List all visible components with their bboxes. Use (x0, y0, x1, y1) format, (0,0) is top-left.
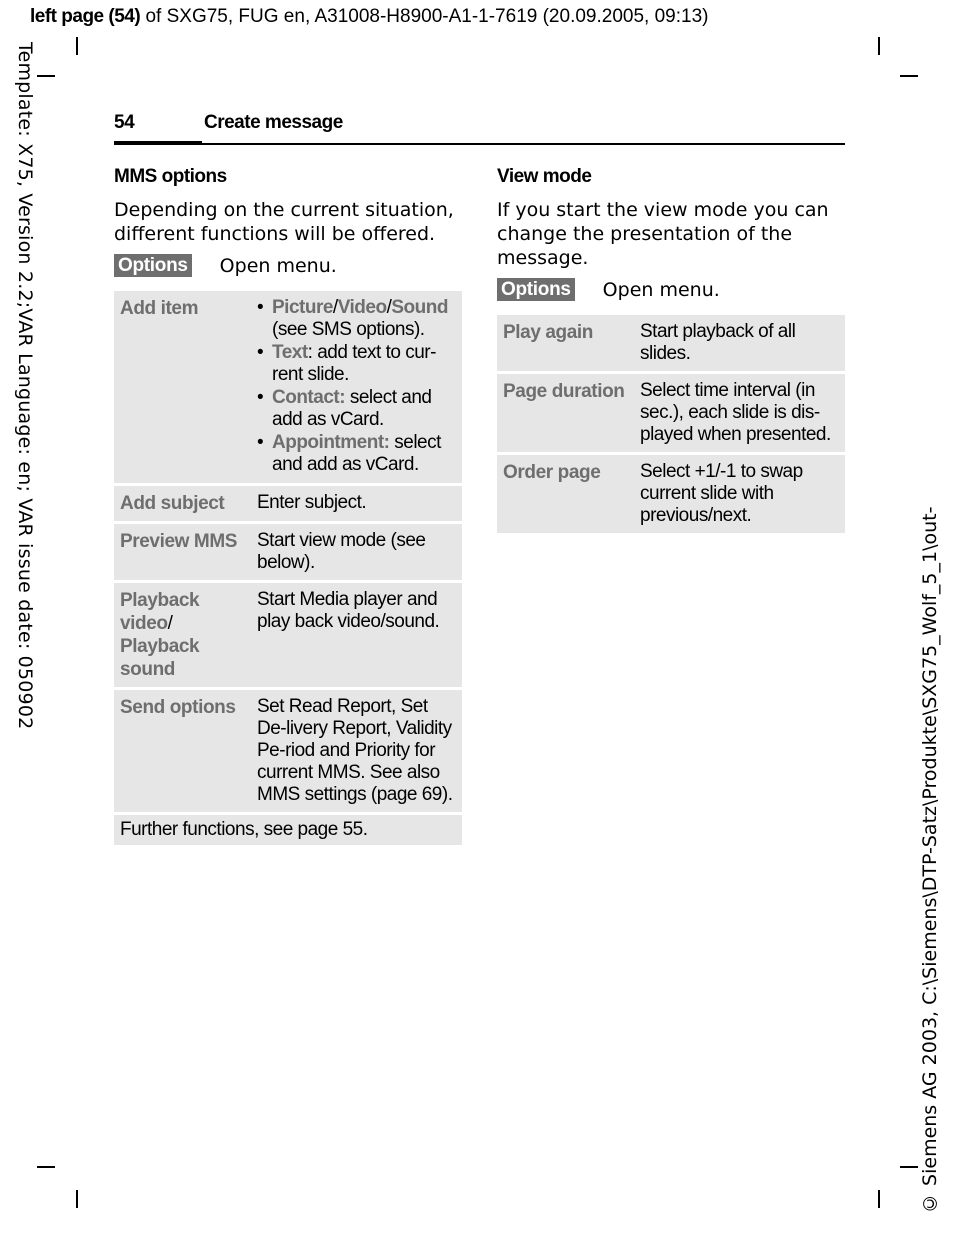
option-name: Playback video/ Playback sound (114, 583, 251, 687)
crop-mark (76, 37, 78, 55)
option-name: Preview MMS (114, 524, 251, 580)
option-name: Send options (114, 690, 251, 812)
option-description: Select +1/-1 to swap current slide with previous/next. (634, 455, 845, 533)
list-item: • Appointment: select and add as vCard. (257, 432, 441, 475)
mms-options-section (114, 166, 462, 848)
section-heading: MMS options (114, 166, 227, 187)
print-slug-info: of SXG75, FUG en, A31008-H8900-A1-1-7619 (20.09.2005, 09:13) (140, 6, 709, 27)
copyright-path: © Siemens AG 2003, C:\Siemens\DTP-Satz\Produkte\SXG75_Wolf_5_1\out- (919, 506, 941, 1214)
list-item: • Text: add text to cur-rent slide. (257, 342, 436, 385)
softkey-description: Open menu. (602, 278, 720, 301)
option-description: Start view mode (see below). (251, 524, 462, 580)
view-mode-section (497, 166, 845, 536)
options-softkey: Options (497, 278, 575, 301)
crop-mark (37, 75, 55, 77)
crop-mark (76, 1190, 78, 1208)
softkey-row (497, 278, 845, 301)
section-heading: View mode (497, 166, 592, 187)
crop-mark (878, 37, 880, 55)
page-title: Create message (204, 112, 343, 133)
table-row (497, 455, 845, 533)
template-info: Template: X75, Version 2.2;VAR Language: en; VAR issue date: 050902 (14, 42, 36, 730)
view-mode-table (497, 312, 845, 536)
list-item: • Contact: select and add as vCard. (257, 387, 432, 430)
bullet-list (257, 297, 458, 476)
option-description: Enter subject. (251, 486, 462, 521)
table-row (114, 815, 462, 845)
option-description: Start Media player and play back video/sound. (251, 583, 462, 687)
softkey-description: Open menu. (219, 254, 337, 277)
table-row (497, 374, 845, 452)
option-description (251, 291, 462, 483)
print-slug-page: left page (54) (30, 6, 141, 27)
mms-options-table (114, 288, 462, 848)
table-row (114, 291, 462, 483)
page-number: 54 (114, 112, 135, 133)
options-softkey: Options (114, 254, 192, 277)
list-item: • Picture/Video/Sound (see SMS options). (257, 297, 448, 340)
table-row (114, 524, 462, 580)
option-description: Select time interval (in sec.), each slide is dis-played when presented. (634, 374, 845, 452)
print-slug (30, 6, 708, 28)
section-intro: Depending on the current situation, different functions will be offered. (114, 199, 454, 245)
softkey-row (114, 254, 462, 277)
option-description: Set Read Report, Set De-livery Report, Validity Pe-riod and Priority for current MMS. See also MMS settings (page 69). (251, 690, 462, 812)
option-name: Order page (497, 455, 634, 533)
crop-mark (878, 1190, 880, 1208)
table-row (114, 583, 462, 687)
crop-mark (37, 1166, 55, 1168)
option-name: Add subject (114, 486, 251, 521)
further-functions-note: Further functions, see page 55. (114, 815, 462, 845)
option-description: Start playback of all slides. (634, 315, 845, 371)
crop-mark (900, 75, 918, 77)
option-name: Play again (497, 315, 634, 371)
table-row (114, 690, 462, 812)
option-name: Add item (114, 291, 251, 483)
header-rule (114, 143, 845, 145)
crop-mark (900, 1166, 918, 1168)
table-row (114, 486, 462, 521)
option-name: Page duration (497, 374, 634, 452)
section-intro: If you start the view mode you can change the presentation of the message. (497, 199, 829, 269)
table-row (497, 315, 845, 371)
